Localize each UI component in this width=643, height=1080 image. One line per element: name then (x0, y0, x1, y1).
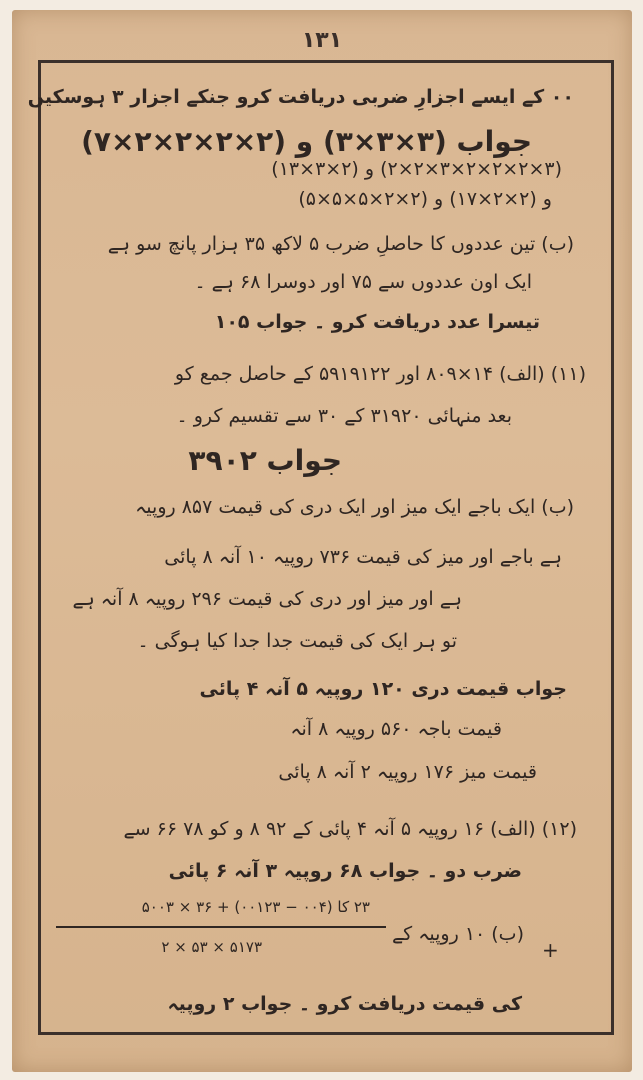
problem-11b-line-1: (ب) ایک باجے ایک میز اور ایک دری کی قیمت ۸۵۷ روپیہ (135, 496, 574, 518)
problem-12b-numerator: ۲۳ کا (۰۰۴ − ۰۰۱۲۳) + ۳۶ × ۵۰۰۳ (141, 898, 370, 916)
answer-10a-line-2: (۳×۲×۲×۲×۳×۲×۲) و (۲×۳×۱۳) (271, 158, 562, 180)
problem-10b-line-2: ایک اون عددوں سے ۷۵ اور دوسرا ۶۸ ہے ۔ (194, 271, 532, 293)
problem-11b-line-2: ہے باجے اور میز کی قیمت ۷۳۶ روپیہ ۱۰ آنہ ۸ پائی (164, 546, 562, 568)
problem-10a-statement: ۰۰ کے ایسے اجزارِ ضربی دریافت کرو جنکے اجزار ۳ ہوسکیں (27, 86, 574, 108)
problem-11b-line-3: ہے اور میز اور دری کی قیمت ۲۹۶ روپیہ ۸ آنہ ہے (72, 588, 462, 610)
page-number: ۱۳۱ (301, 28, 343, 53)
problem-11b-answer-line-2: قیمت باجہ ۵۶۰ روپیہ ۸ آنہ (290, 718, 502, 740)
problem-11a-answer: جواب ۳۹۰۲ (188, 444, 342, 477)
problem-11b-answer-line-3: قیمت میز ۱۷۶ روپیہ ۲ آنہ ۸ پائی (278, 761, 537, 783)
problem-10b-line-1: (ب) تین عددوں کا حاصلِ ضرب ۵ لاکھ ۳۵ ہزار پانچ سو ہے (107, 233, 574, 255)
answer-10a-line-1: جواب (۳×۳×۳) و (۲×۲×۲×۲×۷) (81, 125, 532, 158)
problem-10b-answer: تیسرا عدد دریافت کرو ۔ جواب ۱۰۵ (214, 311, 540, 333)
plus-mark: + (542, 938, 559, 962)
document-page (12, 10, 632, 1072)
fraction-bar (56, 926, 386, 928)
problem-12b-line-1: (ب) ۱۰ روپیہ کے (392, 923, 524, 945)
problem-12a-line-1: (۱۲) (الف) ۱۶ روپیہ ۵ آنہ ۴ پائی کے ۹۲ ۸ و کو ۷۸ ۶۶ سے (123, 818, 577, 840)
problem-11a-line-1: (۱۱) (الف) ۱۴×۸۰۹ اور ۵۹۱۹۱۲۲ کے حاصل جمع کو (174, 363, 586, 385)
problem-12b-answer: کی قیمت دریافت کرو ۔ جواب ۲ روپیہ (167, 993, 522, 1015)
problem-12a-answer: ضرب دو ۔ جواب ۶۸ روپیہ ۳ آنہ ۶ پائی (168, 860, 522, 882)
answer-10a-line-3: و (۲×۲×۱۷) و (۲×۲×۵×۵×۵) (298, 188, 552, 210)
problem-11b-answer-line-1: جواب قیمت دری ۱۲۰ روپیہ ۵ آنہ ۴ پائی (199, 678, 567, 700)
problem-11a-line-2: بعد منہائی ۳۱۹۲۰ کے ۳۰ سے تقسیم کرو ۔ (176, 405, 512, 427)
problem-12b-denominator: ۲ × ۵۳ × ۵۱۷۳ (161, 938, 262, 956)
problem-11b-line-4: تو ہر ایک کی قیمت جدا جدا کیا ہوگی ۔ (137, 630, 457, 652)
